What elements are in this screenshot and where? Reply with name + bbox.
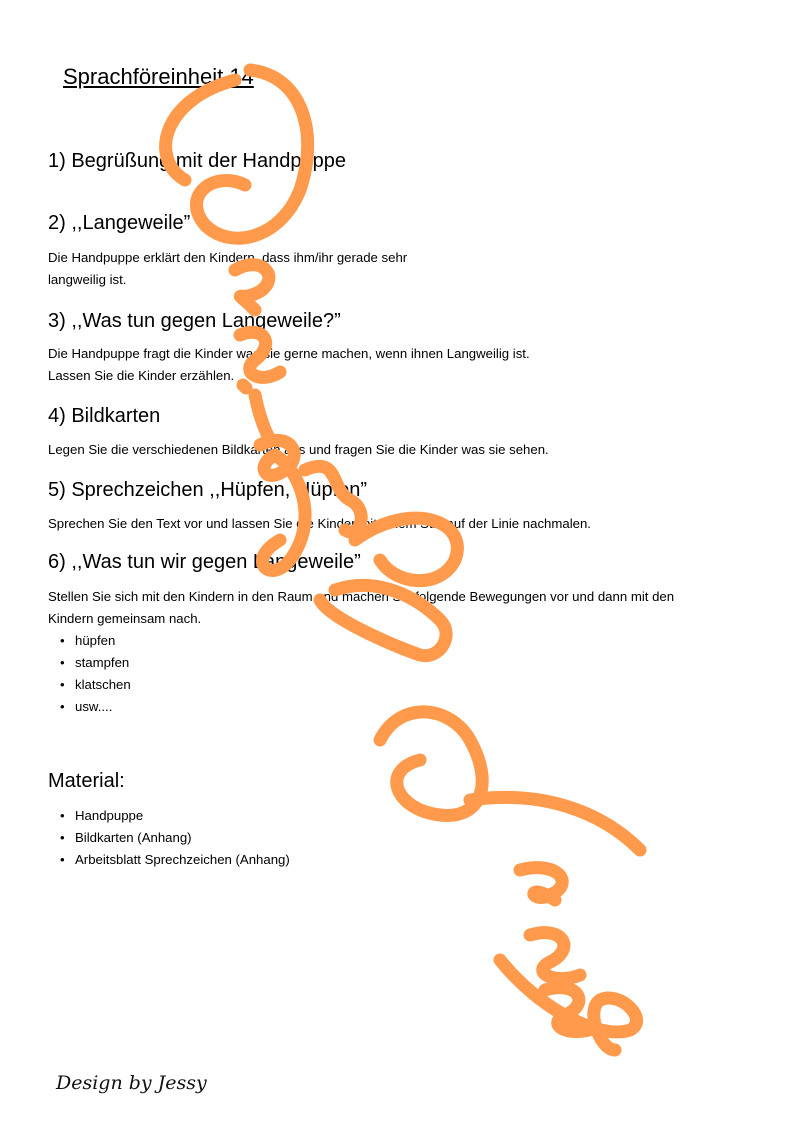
section-3-text	[48, 343, 748, 387]
list-item: • Arbeitsblatt Sprechzeichen (Anhang)	[58, 849, 290, 871]
material-list	[58, 805, 290, 871]
section-4-line-1: Legen Sie die verschiedenen Bildkarten aus und fragen Sie die Kinder was sie sehen.	[48, 442, 549, 457]
section-3-line-1: Die Handpuppe fragt die Kinder was sie gerne machen, wenn ihnen Langweilig ist.	[48, 346, 530, 361]
material-heading: Material:	[48, 770, 125, 792]
movement-list	[58, 630, 131, 718]
list-item: • usw....	[58, 696, 131, 718]
section-6-line-1: Stellen Sie sich mit den Kindern in den Raum und machen Sie folgende Bewegungen vor und dann mit den	[48, 589, 675, 604]
section-5-text	[48, 513, 748, 535]
section-6-heading: 6) ,,Was tun wir gegen Langeweile”	[48, 551, 361, 573]
section-1-heading: 1) Begrüßung mit der Handpuppe	[48, 150, 346, 172]
section-5-heading: 5) Sprechzeichen ,,Hüpfen, Hüpfen”	[48, 479, 368, 501]
section-2-line-2: langweilig ist.	[48, 272, 127, 287]
list-item: • hüpfen	[58, 630, 131, 652]
section-6-text	[48, 586, 748, 630]
section-6-line-2: Kindern gemeinsam nach.	[48, 611, 202, 626]
section-3-heading: 3) ,,Was tun gegen Langeweile?”	[48, 310, 341, 332]
list-item: • stampfen	[58, 652, 131, 674]
list-item: • Bildkarten (Anhang)	[58, 827, 290, 849]
footer-signature: Design by Jessy	[56, 1072, 207, 1094]
section-3-line-2: Lassen Sie die Kinder erzählen.	[48, 368, 235, 383]
list-item: • klatschen	[58, 674, 131, 696]
section-2-text	[48, 247, 748, 291]
section-4-text	[48, 439, 748, 461]
list-item: • Handpuppe	[58, 805, 290, 827]
section-2-line-1: Die Handpuppe erklärt den Kindern, dass ihm/ihr gerade sehr	[48, 250, 408, 265]
section-4-heading: 4) Bildkarten	[48, 405, 161, 427]
section-5-line-1: Sprechen Sie den Text vor und lassen Sie die Kinder mit einem Stift auf der Linie nachmalen.	[48, 516, 591, 531]
page-title: Sprachföreinheit 14	[63, 64, 254, 89]
section-2-heading: 2) ,,Langeweile”	[48, 212, 191, 234]
